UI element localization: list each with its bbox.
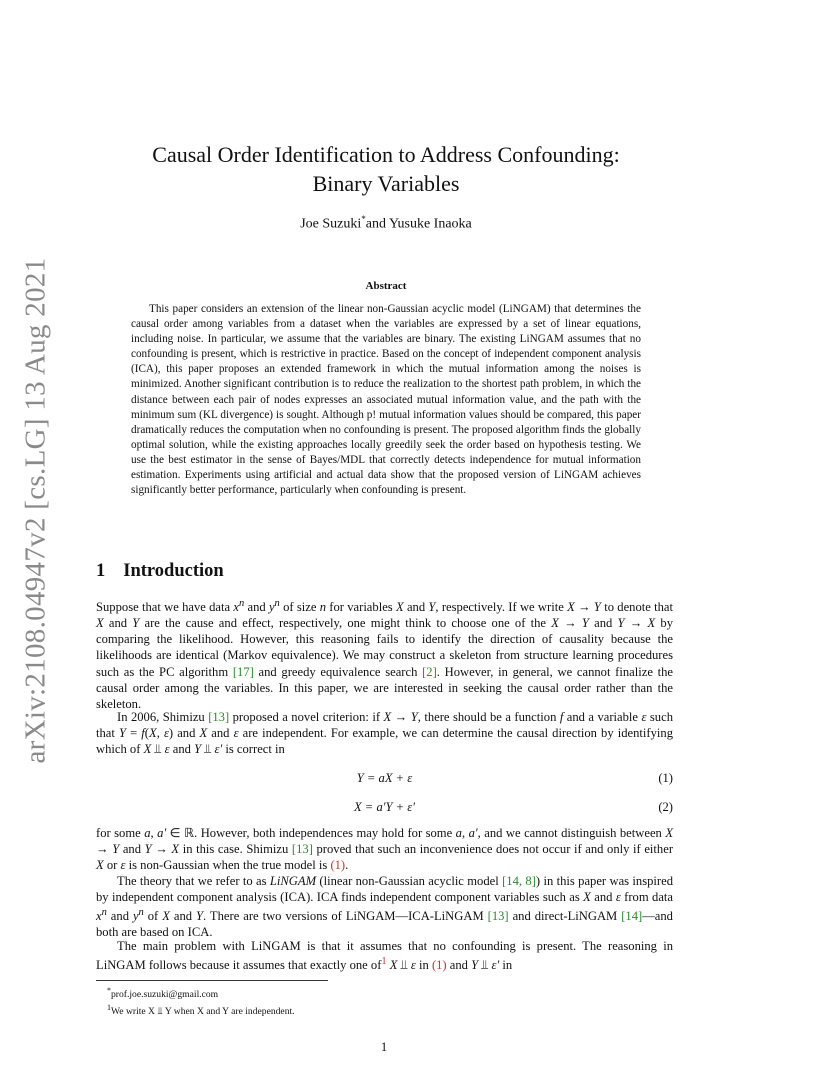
page-number: 1 [380, 1040, 388, 1054]
footnotes [107, 984, 295, 1018]
author-joiner: and Yusuke Inaoka [365, 216, 472, 232]
equation-2 [96, 800, 673, 818]
equation-reference[interactable]: (1) [431, 958, 447, 973]
author-1-mark: * [361, 214, 366, 224]
footnote-reference[interactable]: 1 [381, 956, 387, 968]
citation-link[interactable]: [14] [621, 909, 643, 924]
intro-paragraph-2: In 2006, Shimizu [13] proposed a novel criterion: if X → Y, there should be a function f and a variable ε such that Y = f(X, ε) and X and ε are independent. For example, we can determine the causal direction by identifying which of X ⫫ ε and Y ⫫ ε′ is correct in [96, 710, 673, 757]
section-title: Introduction [123, 561, 224, 581]
intro-paragraph-3: for some a, a′ ∈ ℝ. However, both independences may hold for some a, a′, and we cannot distinguish between X → Y and Y → X in this case. Shimizu [13] proved that such an inconvenience does not occur if and only if either X or ε is non-Gaussian when the true model is (1). [96, 826, 674, 873]
title-line-1: Causal Order Identification to Address Confounding: [152, 142, 620, 167]
abstract-text: This paper considers an extension of the linear non-Gaussian acyclic model (LiNGAM) that determines the causal order among variables from a dataset when the variables are expressed by a set of linear equations, including noise. In particular, we assume that the variables are binary. The existing LiNGAM assumes that no confounding is present, which is restrictive in practice. Based on the concept of independent component analysis (ICA), this paper proposes an extended framework in which the mutual information among the noises is minimized. Another significant contribution is to reduce the realization to the shortest path problem, in which the distance between each pair of nodes expresses an associated mutual information value, and the path with the minimum sum (KL divergence) is sought. Although p! mutual information values should be compared, this paper dramatically reduces the computation when no confounding is present. The proposed algorithm finds the globally optimal solution, while the existing approaches locally greedily seek the order based on hypothesis testing. We use the best estimator in the sense of Bayes/MDL that correctly detects independence for mutual information estimation. Experiments using artificial and actual data show that the proposed version of LiNGAM achieves significantly better performance, particularly when confounding is present. [131, 303, 641, 497]
equation-reference[interactable]: (1) [330, 858, 346, 873]
footnote-independence [107, 1001, 295, 1018]
equation-1-number: (1) [658, 771, 673, 785]
section-number: 1 [96, 561, 106, 581]
equation-1-expression: Y = aX + ε [356, 771, 413, 785]
footnote-divider [96, 980, 328, 981]
equation-2-number: (2) [658, 800, 673, 814]
arxiv-identifier-text: arXiv:2108.04947v2 [cs.LG] 13 Aug 2021 [19, 257, 52, 763]
intro-paragraph-4: The theory that we refer to as LiNGAM (linear non-Gaussian acyclic model [14, 8]) in this paper was inspired by independent component analysis (ICA). ICA finds independent component variables such as X and ε from data $x^n$ and $y^n$ of X and Y. There are two versions of LiNGAM—ICA-LiNGAM [13] and direct-LiNGAM [14]—and both are based on ICA. [96, 874, 673, 940]
citation-link[interactable]: [13] [208, 710, 230, 724]
equation-2-expression: X = a′Y + ε′ [353, 800, 416, 814]
abstract-heading: Abstract [365, 280, 407, 292]
equation-1 [96, 771, 673, 789]
citation-link[interactable]: [14, 8] [502, 874, 536, 888]
intro-paragraph-5: The main problem with LiNGAM is that it assumes that no confounding is present. The reasoning in LiNGAM follows because it assumes that exactly one of$^1$ X ⫫ ε in (1) and Y ⫫ ε′ in [96, 939, 673, 973]
citation-link[interactable]: [17] [232, 664, 254, 679]
citation-link[interactable]: [13] [291, 842, 313, 857]
footnote-independence-text: We write X ⫫ Y when X and Y are independent. [111, 1006, 295, 1018]
authors [96, 214, 676, 233]
paper-title [96, 140, 676, 198]
footnote-independence-mark: 1 [107, 1003, 111, 1013]
citation-link[interactable]: [2] [422, 664, 437, 679]
intro-paragraph-1: Suppose that we have data $x^n$ and $y^n$ of size n for variables X and Y, respectively. If we write X → Y to denote that X and Y are the cause and effect, respectively, one might think to choose one of the X → Y and Y → X by comparing the likelihood. However, this reasoning fails to identify the direction of causality because the likelihoods are identical (Markov equivalence). We may construct a skeleton from structure learning procedures such as the PC algorithm [17] and greedy equivalence search [2]. However, in general, we cannot finalize the causal order among the variables. In this paper, we are interested in seeking the causal order rather than the skeleton. [96, 598, 674, 711]
arxiv-identifier [16, 257, 56, 763]
title-line-2: Binary Variables [312, 171, 460, 196]
footnote-email [107, 984, 295, 1001]
citation-link[interactable]: [13] [487, 909, 509, 924]
footnote-email-text[interactable]: prof.joe.suzuki@gmail.com [111, 989, 219, 1001]
section-heading [96, 561, 224, 582]
author-1: Joe Suzuki [300, 216, 362, 232]
footnote-email-mark: * [107, 986, 111, 995]
